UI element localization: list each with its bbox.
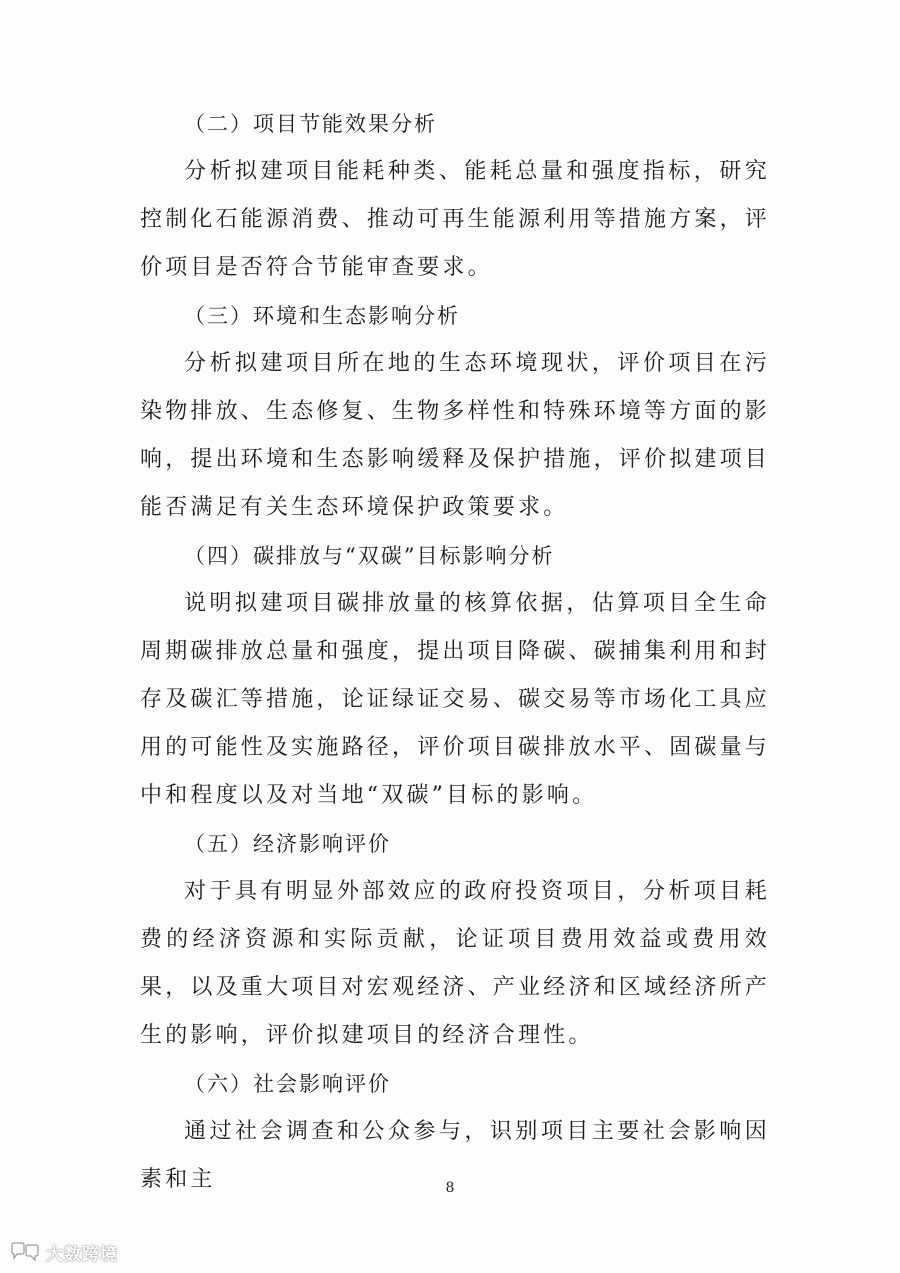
section-heading-4: （四）碳排放与“双碳”目标影响分析 [184, 544, 555, 568]
section-heading-5: （五）经济影响评价 [184, 832, 391, 856]
watermark-text: 大数跨境 [46, 1244, 118, 1265]
section-paragraph-2: 分析拟建项目能耗种类、能耗总量和强度指标，研究控制化石能源消费、推动可再生能源利用等措施方案，评价项目是否符合节能审查要求。 [140, 159, 771, 280]
watermark [8, 1238, 118, 1266]
section-paragraph-6: 通过社会调查和公众参与，识别项目主要社会影响因素和主 [140, 1119, 770, 1192]
page-number: 8 [445, 1180, 455, 1196]
document-body [140, 100, 770, 1204]
section-heading-2: （二）项目节能效果分析 [184, 112, 437, 136]
section-heading-6: （六）社会影响评价 [184, 1072, 391, 1096]
section-paragraph-3: 分析拟建项目所在地的生态环境现状，评价项目在污染物排放、生态修复、生物多样性和特殊环境等方面的影响，提出环境和生态影响缓释及保护措施，评价拟建项目能否满足有关生态环境保护政策要求。 [140, 351, 771, 520]
section-paragraph-5: 对于具有明显外部效应的政府投资项目，分析项目耗费的经济资源和实际贡献，论证项目费用效益或费用效果，以及重大项目对宏观经济、产业经济和区域经济所产生的影响，评价拟建项目的经济合理性。 [140, 879, 771, 1048]
section-heading-3: （三）环境和生态影响分析 [184, 304, 460, 328]
section-paragraph-4: 说明拟建项目碳排放量的核算依据，估算项目全生命周期碳排放总量和强度，提出项目降碳、碳捕集利用和封存及碳汇等措施，论证绿证交易、碳交易等市场化工具应用的可能性及实施路径，评价项目碳排放水平、固碳量与中和程度以及对当地“双碳”目标的影响。 [140, 591, 771, 808]
speech-bubble-logo-icon [8, 1241, 42, 1263]
